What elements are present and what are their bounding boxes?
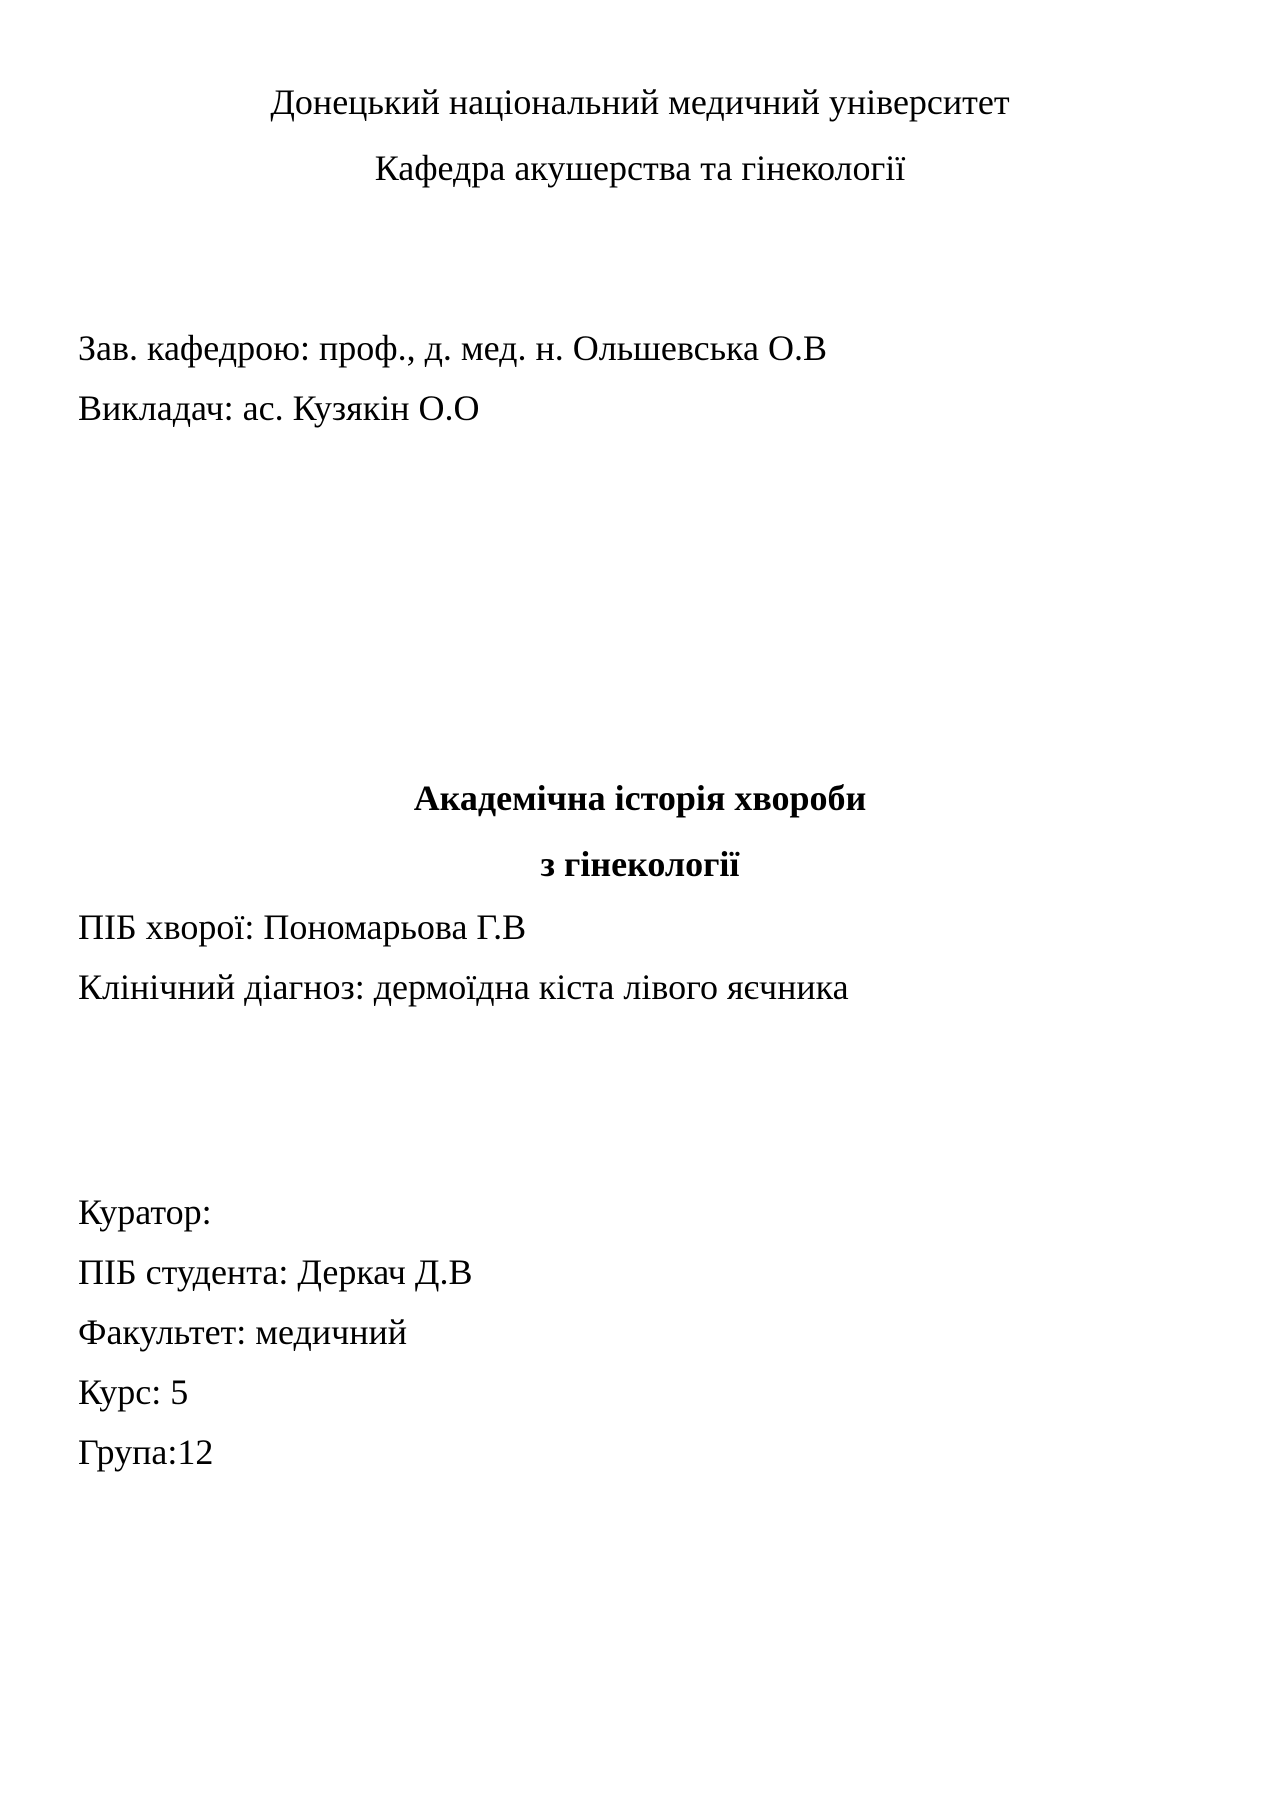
curator-label: Куратор: — [78, 1192, 212, 1232]
patient-name: ПІБ хворої: Пономарьова Г.В — [78, 907, 527, 947]
document-subtitle: з гінекології — [540, 844, 740, 884]
course: Курс: 5 — [78, 1372, 189, 1412]
document-title: Академічна історія хвороби — [413, 778, 867, 818]
head-of-department: Зав. кафедрою: проф., д. мед. н. Ольшевська О.В — [78, 328, 827, 368]
student-name: ПІБ студента: Деркач Д.В — [78, 1252, 473, 1292]
university-name: Донецький національний медичний університет — [270, 82, 1010, 122]
department-name: Кафедра акушерства та гінекології — [374, 148, 906, 188]
group: Група:12 — [78, 1432, 214, 1472]
teacher: Викладач: ас. Кузякін О.О — [78, 388, 480, 428]
faculty: Факультет: медичний — [78, 1312, 408, 1352]
clinical-diagnosis: Клінічний діагноз: дермоїдна кіста лівого яєчника — [78, 967, 849, 1007]
